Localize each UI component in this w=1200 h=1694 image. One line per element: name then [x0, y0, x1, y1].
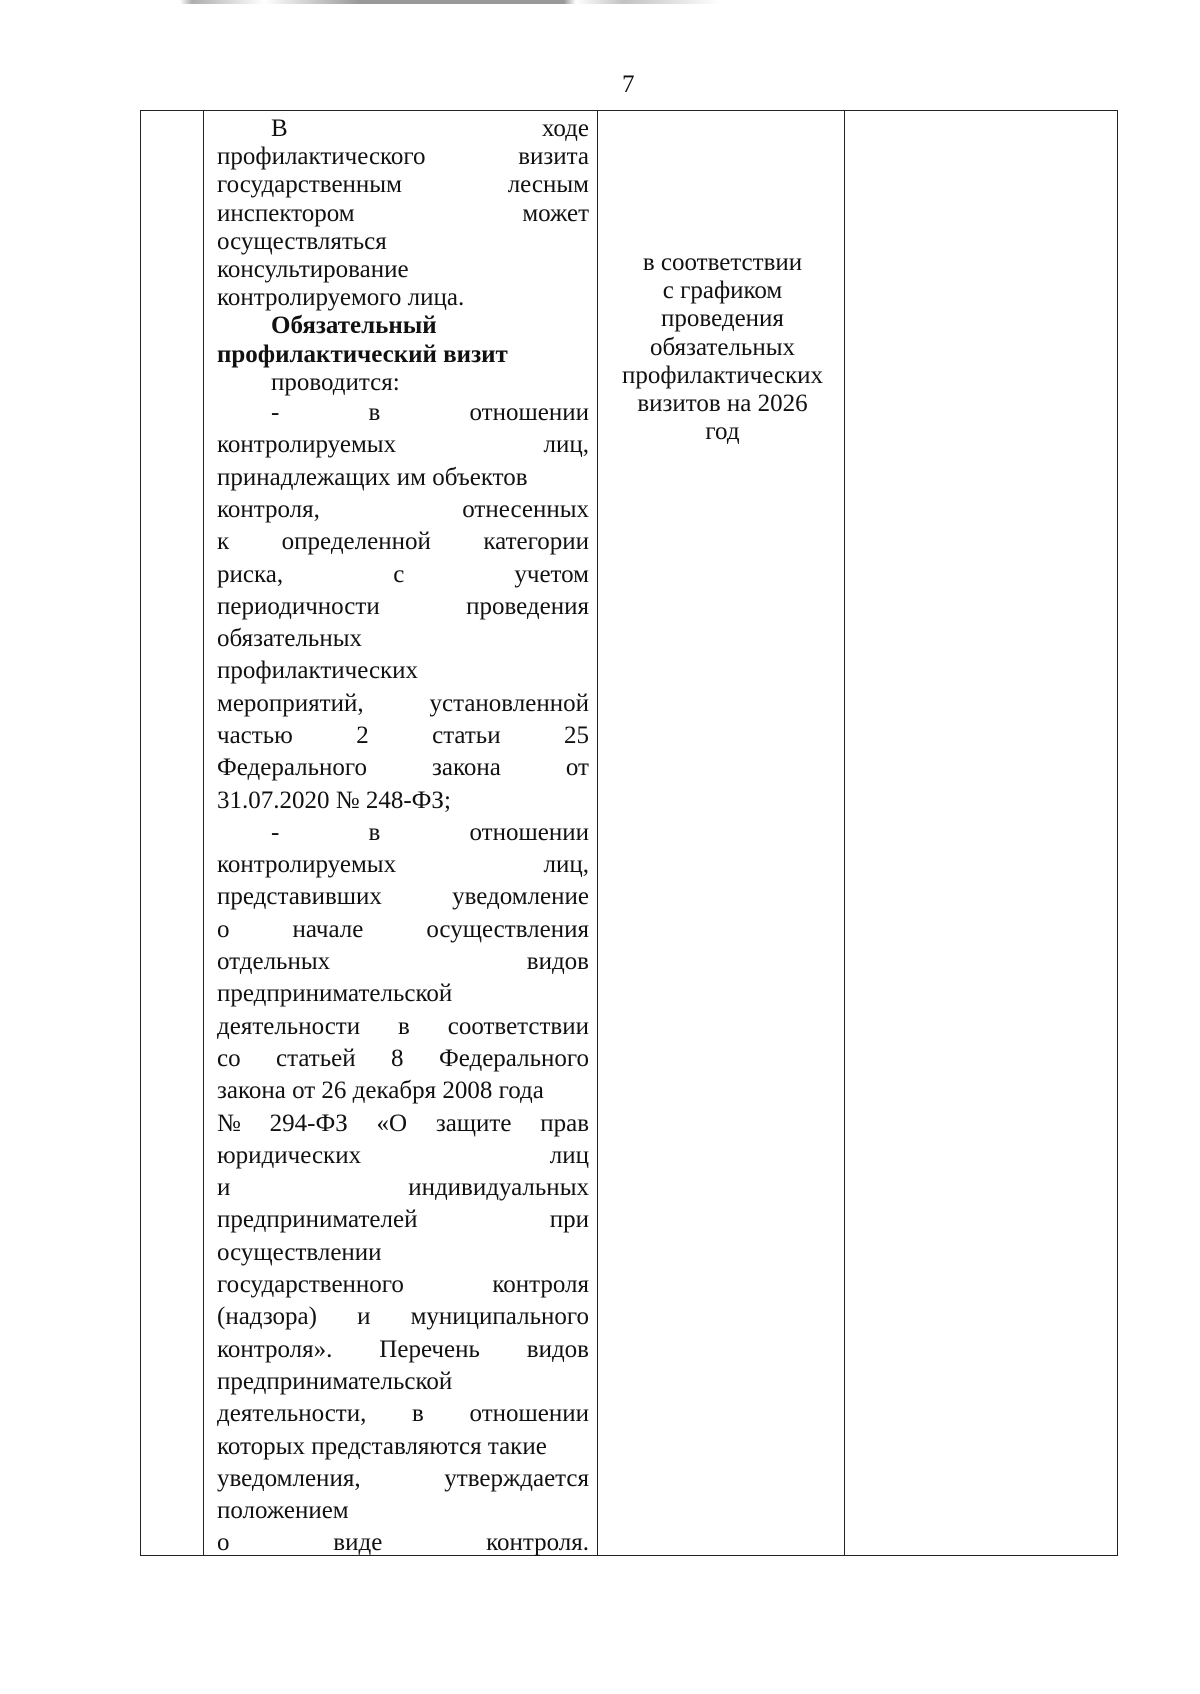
word: уведомление: [452, 883, 589, 911]
word: осуществления: [426, 915, 589, 943]
word: 294-ФЗ: [269, 1109, 348, 1137]
text-line: [217, 1269, 589, 1301]
text-line: [217, 817, 589, 849]
text-line: [217, 429, 589, 461]
word: лиц: [549, 1141, 589, 1169]
text-line: [217, 1075, 589, 1107]
word: контроля.: [486, 1529, 589, 1557]
word: мероприятий,: [217, 689, 364, 717]
word: контроля,: [217, 495, 320, 523]
text-line: [217, 1334, 589, 1366]
text-line: [217, 1043, 589, 1075]
text-line: [217, 655, 589, 687]
word: муниципального: [410, 1303, 589, 1331]
word: отношении: [469, 1400, 589, 1428]
text-line: [217, 200, 589, 228]
text-line: [217, 849, 589, 881]
page-number: 7: [622, 71, 635, 98]
word: закона от 26 декабря 2008 года: [217, 1077, 544, 1105]
text-line: [217, 720, 589, 752]
schedule-line: проведения: [661, 305, 784, 333]
text-line: [217, 1398, 589, 1430]
word: категории: [483, 528, 589, 556]
text-line: [217, 1527, 589, 1559]
text-line: [217, 1204, 589, 1236]
text-line: [217, 688, 589, 720]
word: учетом: [514, 560, 589, 588]
word: отношении: [469, 399, 589, 427]
word: и: [357, 1303, 371, 1331]
word: статьей: [276, 1044, 356, 1072]
text-line: [217, 284, 589, 312]
text-line: [217, 785, 589, 817]
scan-artifact: [0, 0, 1200, 4]
word: риска,: [217, 560, 284, 588]
word: визита: [518, 143, 589, 171]
word: ходе: [541, 115, 589, 142]
word: представивших: [217, 883, 382, 911]
word: профилактический визит: [217, 340, 508, 368]
text-line: [217, 1237, 589, 1269]
word: со: [217, 1044, 241, 1072]
word: предпринимателей: [217, 1206, 418, 1234]
word: статьи: [432, 722, 501, 749]
measures-table: [140, 110, 1118, 1556]
text-line: [217, 1172, 589, 1204]
word: начале: [292, 915, 364, 943]
word: отдельных: [217, 948, 331, 976]
schedule-line: год: [705, 418, 740, 446]
word: отношении: [469, 818, 589, 846]
word: закона: [432, 754, 501, 782]
text-line: [217, 526, 589, 558]
schedule-cell: [601, 249, 844, 446]
word: положением: [217, 1497, 349, 1525]
word: уведомления,: [217, 1464, 361, 1492]
word: осуществляться: [217, 227, 387, 255]
word: соответствии: [447, 1012, 589, 1040]
column-divider: [844, 111, 845, 1555]
word: Перечень: [379, 1335, 480, 1363]
text-line: [217, 946, 589, 978]
word: деятельности,: [217, 1400, 367, 1428]
text-line: [217, 115, 589, 143]
schedule-line: визитов на 2026: [637, 390, 808, 418]
text-line: [217, 559, 589, 591]
word: о: [217, 915, 230, 943]
word: в: [368, 399, 381, 427]
word: государственным: [217, 171, 402, 199]
text-line: [217, 752, 589, 784]
schedule-line: в соответствии: [642, 249, 803, 276]
text-line: [217, 881, 589, 913]
text-line: [217, 1366, 589, 1398]
text-line: [217, 978, 589, 1010]
word: -: [271, 818, 280, 846]
text-line: [217, 397, 589, 429]
text-line: [217, 256, 589, 284]
word: В: [271, 115, 288, 142]
word: принадлежащих им объектов: [217, 463, 528, 491]
text-line: [217, 1495, 589, 1527]
word: контролируемых: [217, 431, 397, 459]
word: лесным: [507, 171, 589, 199]
word: в: [368, 818, 381, 846]
word: контроля: [492, 1271, 589, 1299]
word: (надзора): [217, 1303, 317, 1331]
schedule-line: профилактических: [621, 361, 824, 389]
schedule-line: с графиком: [662, 277, 783, 305]
word: предпринимательской: [217, 980, 453, 1008]
word: прав: [540, 1109, 589, 1137]
measure-description: [217, 115, 589, 1560]
word: периодичности: [217, 592, 380, 620]
word: от: [565, 754, 589, 782]
text-line: [217, 494, 589, 526]
word: профилактического: [217, 143, 426, 171]
text-line: [217, 1108, 589, 1140]
column-divider: [597, 111, 598, 1555]
word: Федерального: [217, 754, 368, 782]
schedule-line: обязательных: [650, 333, 795, 361]
text-line: [217, 1431, 589, 1463]
word: защите: [435, 1109, 512, 1137]
word: определенной: [281, 528, 431, 556]
word: инспектором: [217, 199, 355, 227]
word: Федерального: [438, 1044, 589, 1072]
text-line: [217, 462, 589, 494]
word: с: [393, 560, 405, 588]
word: консультирование: [217, 256, 409, 284]
text-line: [217, 312, 589, 340]
text-line: [217, 369, 589, 397]
word: отнесенных: [462, 495, 589, 523]
word: -: [271, 399, 280, 427]
word: виде: [333, 1529, 383, 1557]
word: контролируемых: [217, 851, 397, 879]
word: о: [217, 1529, 230, 1557]
word: к: [217, 528, 230, 556]
word: обязательных: [217, 625, 362, 653]
word: проводится:: [271, 368, 400, 396]
word: Обязательный: [271, 312, 437, 340]
word: 8: [391, 1044, 404, 1072]
word: 2: [356, 722, 369, 749]
word: профилактических: [217, 657, 419, 685]
word: лиц,: [543, 851, 589, 879]
word: контроля».: [217, 1335, 333, 1363]
word: утверждается: [444, 1464, 589, 1492]
text-line: [217, 143, 589, 171]
word: в: [412, 1400, 424, 1428]
word: видов: [526, 1335, 589, 1363]
word: осуществлении: [217, 1238, 382, 1266]
text-line: [217, 171, 589, 199]
word: установленной: [429, 689, 589, 717]
word: «О: [376, 1109, 408, 1137]
word: лиц,: [543, 431, 589, 459]
word: деятельности: [217, 1012, 361, 1040]
word: юридических: [217, 1141, 362, 1169]
text-line: [217, 1463, 589, 1495]
text-line: [217, 591, 589, 623]
word: при: [549, 1206, 589, 1234]
word: может: [522, 199, 589, 227]
word: контролируемого лица.: [217, 284, 465, 312]
word: №: [217, 1109, 241, 1137]
text-line: [217, 914, 589, 946]
word: частью: [217, 722, 293, 749]
word: которых представляются такие: [217, 1432, 547, 1460]
column-divider: [203, 111, 204, 1555]
word: и: [217, 1174, 231, 1202]
text-line: [217, 623, 589, 655]
word: проведения: [466, 592, 589, 620]
text-line: [217, 228, 589, 256]
word: индивидуальных: [408, 1174, 589, 1202]
word: в: [398, 1012, 410, 1040]
word: 31.07.2020 № 248-ФЗ;: [217, 786, 451, 814]
text-line: [217, 1011, 589, 1043]
word: государственного: [217, 1271, 404, 1299]
word: предпринимательской: [217, 1367, 453, 1395]
text-line: [217, 1301, 589, 1333]
text-line: [217, 341, 589, 369]
word: 25: [563, 722, 589, 749]
text-line: [217, 1140, 589, 1172]
word: видов: [526, 948, 589, 976]
